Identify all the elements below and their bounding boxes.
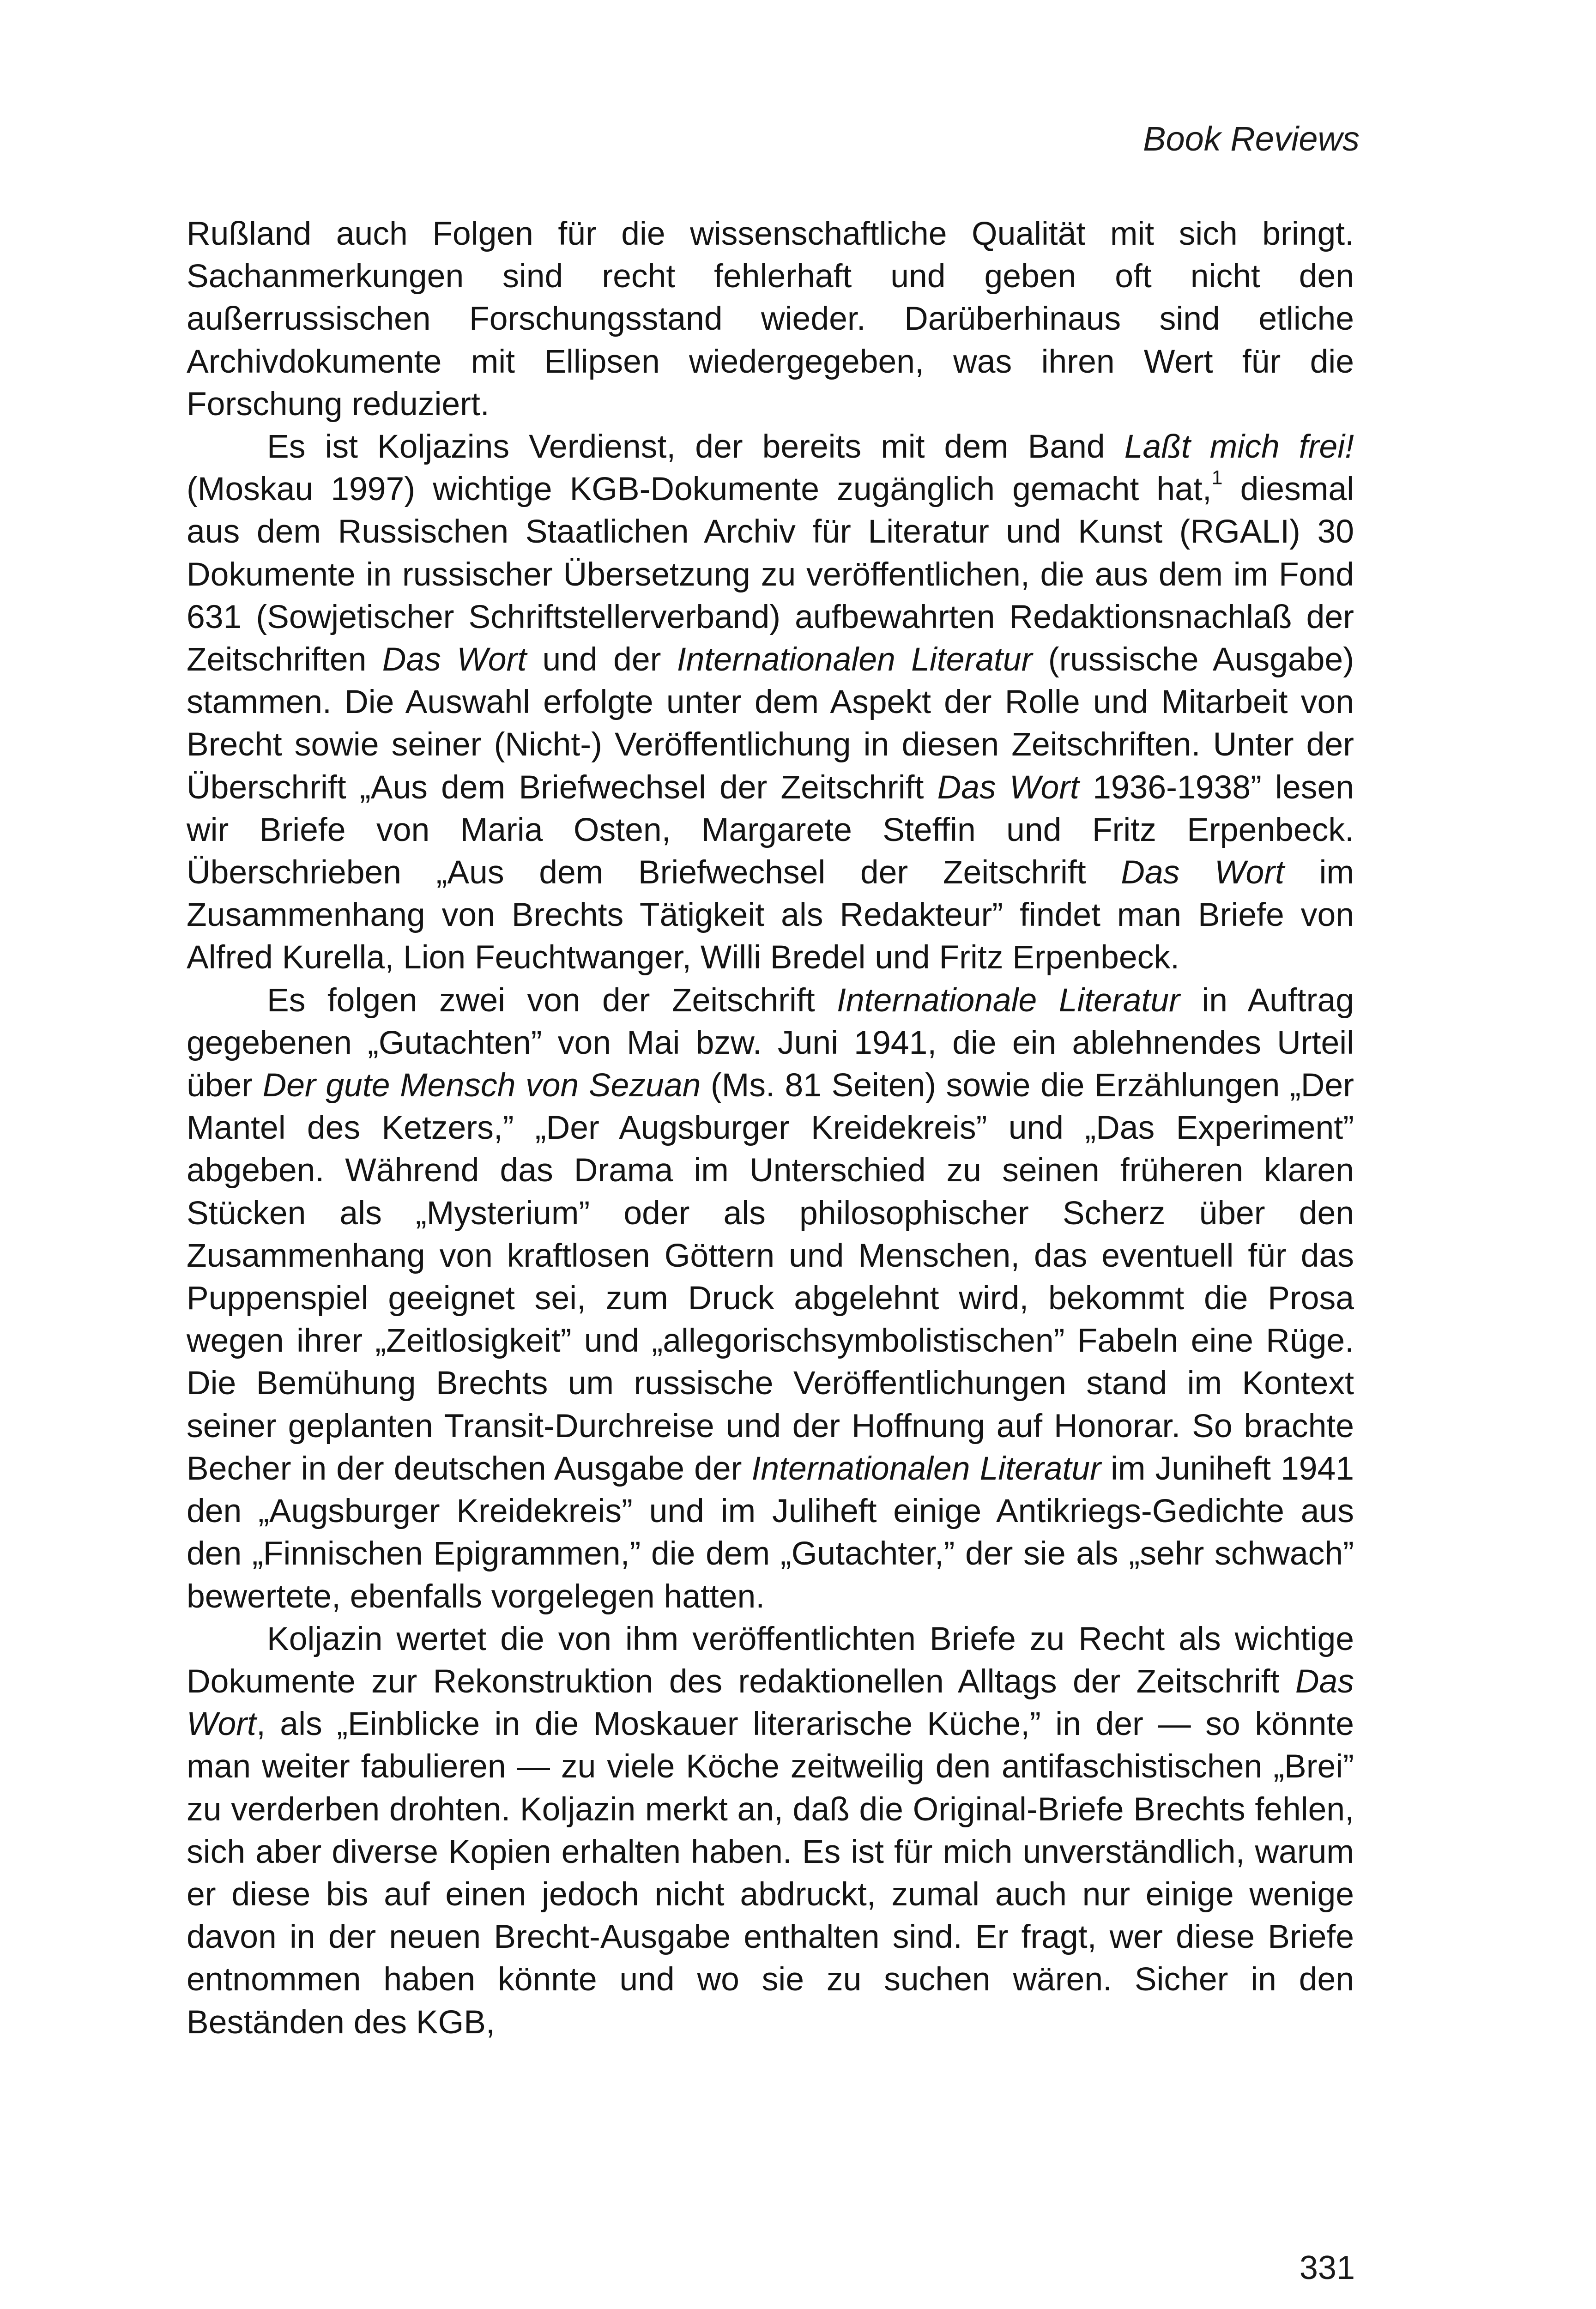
italic-title: Internationalen Literatur [751,1450,1101,1487]
review-body-text [187,212,1354,2043]
text-run: Koljazin wertet die von ihm veröffentlichten Briefe zu Recht als wichtige Dokumente zur Rekonstruktion des redaktionellen Alltags der Zeitschrift [187,1620,1354,1700]
text-run: , als „Einblicke in die Moskauer literarische Küche,” in der — so könnte man weiter fabulieren — zu viele Köche zeitweilig den antifaschistischen „Brei” zu verderben drohten. Koljazin merkt an, daß die Original-Briefe Brechts fehlen, sich aber diverse Kopien erhalten haben. Es ist für mich unverständlich, warum er diese bis auf einen jedoch nicht abdruckt, zumal auch nur einige wenige davon in der neuen Brecht-Ausgabe enthalten sind. Er fragt, wer diese Briefe entnommen haben könnte und wo sie zu suchen wären. Sicher in den Beständen des KGB, [187,1705,1354,2041]
footnote-marker: 1 [1211,466,1223,489]
paragraph [187,979,1354,1618]
italic-title: Das Wort [1121,854,1284,891]
paragraph [187,1618,1354,2043]
page-number: 331 [1299,2249,1355,2286]
running-head: Book Reviews [1143,120,1360,158]
text-run: im Juniheft 1941 den „Augsburger Kreidekreis” und im Juliheft einige Antikriegs-Gedichte aus den „Finnischen Epigrammen,” die dem „Gutachter,” der sie als „sehr schwach” bewertete, ebenfalls vorgelegen hatten. [187,1450,1354,1615]
italic-title: Internationalen Literatur [677,641,1033,678]
italic-title: Internationale Literatur [837,981,1180,1019]
text-run: diesmal aus dem Russischen Staatlichen Archiv für Literatur und Kunst (RGALI) 30 Dokumente in russischer Übersetzung zu veröffentlichen, die aus dem im Fond 631 (Sowjetischer Schriftstellerverband) aufbewahrten Redaktionsnachlaß der Zeitschriften [187,471,1354,678]
paragraph [187,425,1354,979]
text-run: Rußland auch Folgen für die wissenschaftliche Qualität mit sich bringt. Sachanmerkungen sind recht fehlerhaft und geben oft nicht den außerrussischen Forschungsstand wieder. Darüberhinaus sind etliche Archivdokumente mit Ellipsen wiedergegeben, was ihren Wert für die Forschung reduziert. [187,215,1354,423]
paragraph [187,212,1354,425]
text-run: (Ms. 81 Seiten) sowie die Erzählungen „Der Mantel des Ketzers,” „Der Augsburger Kreidekreis” und „Das Experiment” abgeben. Während das Drama im Unterschied zu seinen früheren klaren Stücken als „Mysterium” oder als philosophischer Scherz über den Zusammenhang von kraftlosen Göttern und Menschen, das eventuell für das Puppenspiel geeignet sei, zum Druck abgelehnt wird, bekommt die Prosa wegen ihrer „Zeitlosigkeit” und „allegorischsymbolistischen” Fabeln eine Rüge. Die Bemühung Brechts um russische Veröffentlichungen stand im Kontext seiner geplanten Transit-Durchreise und der Hoffnung auf Honorar. So brachte Becher in der deutschen Ausgabe der [187,1067,1354,1487]
italic-title: Der gute Mensch von Sezuan [262,1067,701,1104]
italic-title: Laßt mich frei! [1124,428,1354,465]
italic-title: Das Wort [937,768,1079,806]
text-run: Es folgen zwei von der Zeitschrift [267,981,837,1019]
text-run: (russische Ausgabe) stammen. Die Auswahl erfolgte unter dem Aspekt der Rolle und Mitarbeit von Brecht sowie seiner (Nicht-) Veröffentlichung in diesen Zeitschriften. Unter der Überschrift „Aus dem Briefwechsel der Zeitschrift [187,641,1354,806]
text-run: in Auftrag gegebenen „Gutachten” von Mai bzw. Juni 1941, die ein ablehnendes Urteil über [187,981,1354,1104]
text-run: (Moskau 1997) wichtige KGB-Dokumente zugänglich gemacht hat, [187,471,1212,508]
italic-title: Das Wort [382,641,527,678]
text-run: und der [526,641,677,678]
text-run: 1936-1938” lesen wir Briefe von Maria Osten, Margarete Steffin und Fritz Erpenbeck. Überschrieben „Aus dem Briefwechsel der Zeitschrift [187,768,1354,891]
italic-title: Das Wort [187,1662,1354,1743]
text-run: im Zusammenhang von Brechts Tätigkeit als Redakteur” findet man Briefe von Alfred Kurella, Lion Feuchtwanger, Willi Bredel und Fritz Erpenbeck. [187,854,1354,976]
text-run: Es ist Koljazins Verdienst, der bereits mit dem Band [267,428,1124,465]
